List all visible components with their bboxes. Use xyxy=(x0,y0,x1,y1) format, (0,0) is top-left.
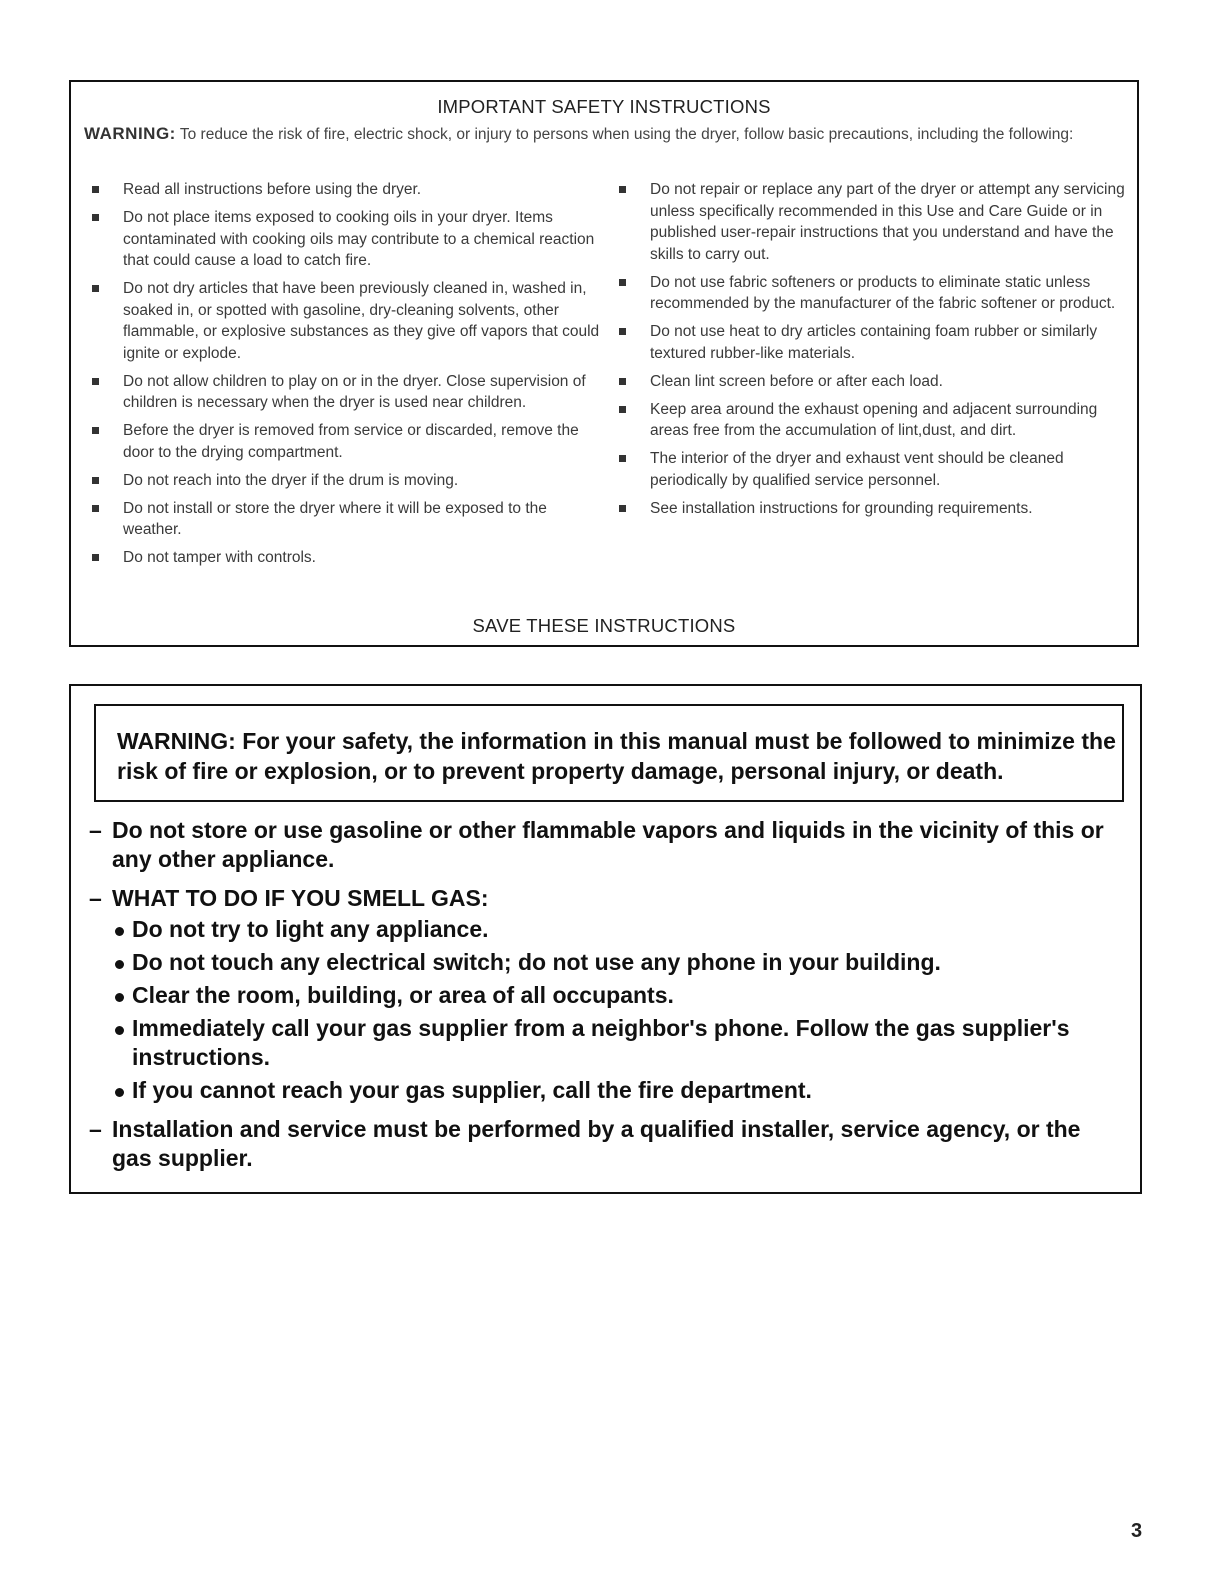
list-item: Do not tamper with controls. xyxy=(88,547,603,569)
list-item: Do not dry articles that have been previously cleaned in, washed in, soaked in, or spotted with gasoline, dry-cleaning solvents, other flammable, or explosive substances as they give off vapors that could ignite or explode. xyxy=(88,278,603,364)
safety-title: IMPORTANT SAFETY INSTRUCTIONS xyxy=(437,96,771,117)
list-item: Do not try to light any appliance. xyxy=(112,915,1119,944)
dash-icon: – xyxy=(89,885,102,911)
bullet-dot-icon xyxy=(115,1088,124,1097)
page-number: 3 xyxy=(1131,1520,1143,1542)
square-bullet-icon xyxy=(92,427,99,434)
square-bullet-icon xyxy=(92,378,99,385)
square-bullet-icon xyxy=(619,455,626,462)
bullet-dot-icon xyxy=(115,960,124,969)
list-item xyxy=(89,884,1119,1105)
gas-instructions-list xyxy=(89,816,1119,1183)
list-item: Before the dryer is removed from service or discarded, remove the door to the drying compartment. xyxy=(88,420,603,463)
list-item: Do not allow children to play on or in the dryer. Close supervision of children is necessary when the dryer is used near children. xyxy=(88,371,603,414)
list-item: Immediately call your gas supplier from a neighbor's phone. Follow the gas supplier's instructions. xyxy=(112,1014,1119,1072)
list-item: Clean lint screen before or after each load. xyxy=(615,371,1127,393)
right-instructions-list xyxy=(615,179,1127,526)
dash-icon: – xyxy=(89,1116,102,1142)
square-bullet-icon xyxy=(92,285,99,292)
list-item: Do not repair or replace any part of the dryer or attempt any servicing unless specifically recommended in this Use and Care Guide or in published user-repair instructions that you understand and have the skills to carry out. xyxy=(615,179,1127,265)
square-bullet-icon xyxy=(619,378,626,385)
gas-warning-box xyxy=(69,684,1142,1194)
list-item: Do not use fabric softeners or products to eliminate static unless recommended by the manufacturer of the fabric softener or product. xyxy=(615,272,1127,315)
list-item: – Do not store or use gasoline or other flammable vapors and liquids in the vicinity of this or any other appliance. xyxy=(89,817,1104,872)
dash-icon: – xyxy=(89,817,102,843)
square-bullet-icon xyxy=(92,214,99,221)
square-bullet-icon xyxy=(92,505,99,512)
warning-lead: WARNING: xyxy=(84,124,176,143)
square-bullet-icon xyxy=(92,186,99,193)
save-instructions-title: SAVE THESE INSTRUCTIONS xyxy=(472,615,736,636)
list-item: Do not place items exposed to cooking oils in your dryer. Items contaminated with cooking oils may contribute to a chemical reaction that could cause a load to catch fire. xyxy=(88,207,603,272)
smell-gas-steps xyxy=(112,915,1119,1105)
smell-gas-heading: WHAT TO DO IF YOU SMELL GAS: xyxy=(112,885,489,911)
list-item: Read all instructions before using the dryer. xyxy=(88,179,603,201)
square-bullet-icon xyxy=(92,554,99,561)
list-item: – Installation and service must be performed by a qualified installer, service agency, or the gas supplier. xyxy=(89,1116,1081,1171)
list-item: See installation instructions for grounding requirements. xyxy=(615,498,1127,520)
square-bullet-icon xyxy=(619,328,626,335)
list-item: Do not use heat to dry articles containing foam rubber or similarly textured rubber-like materials. xyxy=(615,321,1127,364)
list-item: If you cannot reach your gas supplier, call the fire department. xyxy=(112,1076,1119,1105)
list-item: Do not install or store the dryer where it will be exposed to the weather. xyxy=(88,498,603,541)
square-bullet-icon xyxy=(619,279,626,286)
bullet-dot-icon xyxy=(115,1026,124,1035)
bullet-dot-icon xyxy=(115,927,124,936)
list-item: The interior of the dryer and exhaust vent should be cleaned periodically by qualified service personnel. xyxy=(615,448,1127,491)
warning-intro xyxy=(84,123,1114,145)
important-safety-instructions-box xyxy=(69,80,1139,647)
list-item: Clear the room, building, or area of all occupants. xyxy=(112,981,1119,1010)
gas-warning-text: WARNING: For your safety, the information in this manual must be followed to minimize the risk of fire or explosion, or to prevent property damage, personal injury, or death. xyxy=(117,728,1116,784)
warning-text: To reduce the risk of fire, electric shock, or injury to persons when using the dryer, follow basic precautions, including the following: xyxy=(179,126,1074,143)
square-bullet-icon xyxy=(619,186,626,193)
square-bullet-icon xyxy=(619,406,626,413)
list-item: Do not touch any electrical switch; do not use any phone in your building. xyxy=(112,948,1119,977)
gas-warning-banner xyxy=(94,704,1124,802)
left-instructions-list xyxy=(88,179,603,575)
list-item: Keep area around the exhaust opening and adjacent surrounding areas free from the accumulation of lint,dust, and dirt. xyxy=(615,399,1127,442)
square-bullet-icon xyxy=(619,505,626,512)
list-item: Do not reach into the dryer if the drum is moving. xyxy=(88,470,603,492)
bullet-dot-icon xyxy=(115,993,124,1002)
square-bullet-icon xyxy=(92,477,99,484)
